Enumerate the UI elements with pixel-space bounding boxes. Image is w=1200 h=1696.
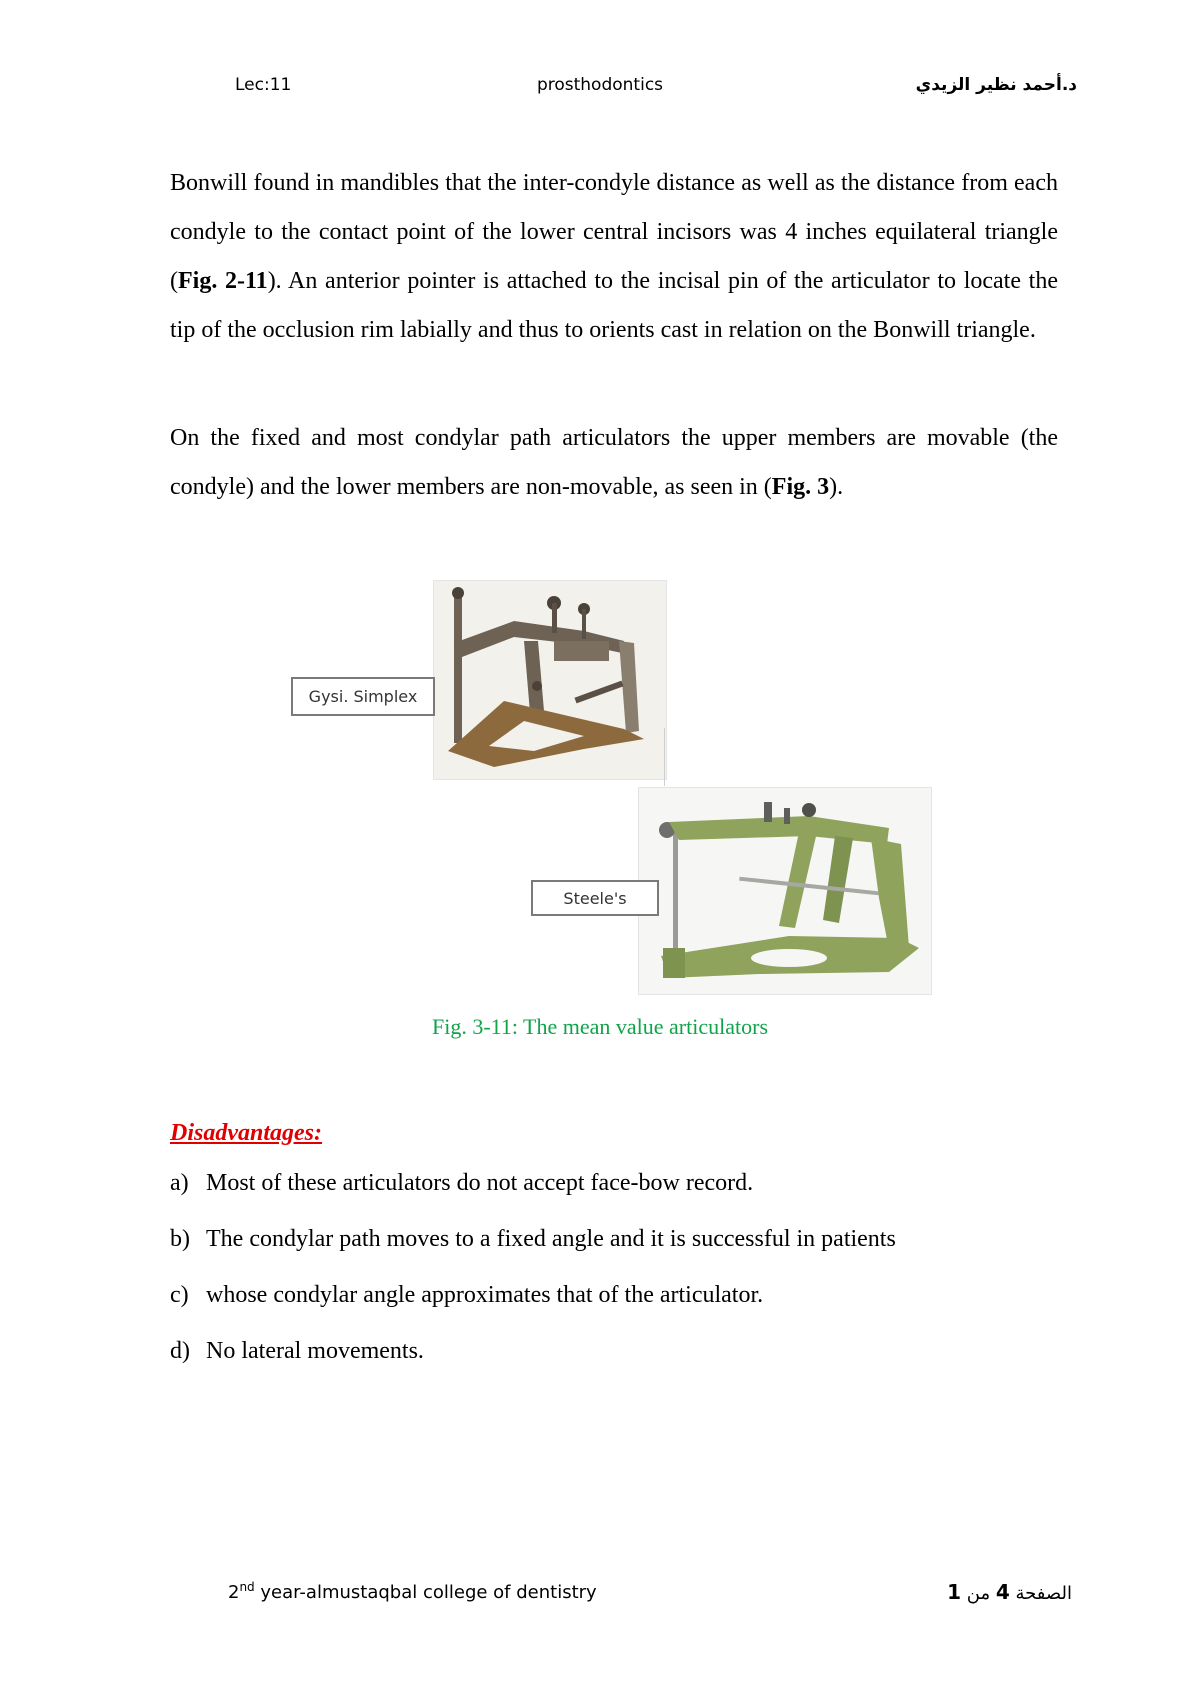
figure-label-gysi-simplex: Gysi. Simplex	[291, 677, 435, 716]
list-item-text: The condylar path moves to a fixed angle and it is successful in patients	[206, 1226, 896, 1252]
list-marker: b)	[170, 1226, 190, 1252]
figure-label-steeles: Steele's	[531, 880, 659, 916]
list-item	[170, 1282, 896, 1338]
paragraph-text: ). An anterior pointer is attached to the incisal pin of the articulator to locate the tip of the occlusion rim labially and thus to orients cast in relation on the Bonwill triangle.	[170, 268, 1058, 343]
footer-current-page: 4	[995, 1580, 1010, 1604]
header-author: د.أحمد نظير الزيدي	[915, 75, 1077, 95]
figure-divider	[664, 728, 665, 786]
paragraph-condylar-path	[170, 414, 1058, 512]
figure-reference: Fig. 3	[771, 474, 830, 500]
footer-college	[228, 1580, 597, 1603]
figure-caption: Fig. 3-11: The mean value articulators	[431, 1014, 768, 1039]
footer-ordinal: nd	[239, 1580, 255, 1594]
paragraph-text: ).	[829, 474, 844, 500]
paragraph-text: Bonwill found in mandibles that the inter-condyle distance as well as the distance from each condyle to the contact point of the lower central incisors was 4 inches equilateral triangle (	[170, 170, 1058, 294]
disadvantages-heading: Disadvantages:	[170, 1120, 322, 1146]
header-subject: prosthodontics	[536, 75, 664, 95]
list-item	[170, 1226, 896, 1282]
paragraph-text: On the fixed and most condylar path articulators the upper members are movable (the condyle) and the lower members are non-movable, as seen in (	[170, 425, 1058, 500]
footer-total-pages: 1	[947, 1580, 962, 1604]
header-lecture: Lec:11	[235, 75, 292, 95]
disadvantages-list	[170, 1170, 896, 1394]
footer-year-number: 2	[228, 1582, 240, 1603]
footer-page-word: الصفحة	[1015, 1583, 1072, 1604]
list-marker: c)	[170, 1282, 189, 1308]
list-item-text: No lateral movements.	[206, 1338, 424, 1364]
footer-page-number	[947, 1580, 1072, 1604]
articulator-illustration	[639, 788, 931, 994]
gysi-simplex-articulator-image	[433, 580, 667, 780]
list-item-text: Most of these articulators do not accept face-bow record.	[206, 1170, 754, 1196]
footer-college-text: year-almustaqbal college of dentistry	[254, 1582, 597, 1603]
list-marker: d)	[170, 1338, 190, 1364]
figure-reference: Fig. 2-11	[178, 268, 268, 294]
list-marker: a)	[170, 1170, 189, 1196]
articulator-illustration	[434, 581, 666, 779]
list-item	[170, 1170, 896, 1226]
footer-of-word: من	[966, 1583, 991, 1604]
steeles-articulator-image	[638, 787, 932, 995]
paragraph-bonwill	[170, 159, 1058, 355]
list-item	[170, 1338, 896, 1394]
list-item-text: whose condylar angle approximates that of the articulator.	[206, 1282, 764, 1308]
